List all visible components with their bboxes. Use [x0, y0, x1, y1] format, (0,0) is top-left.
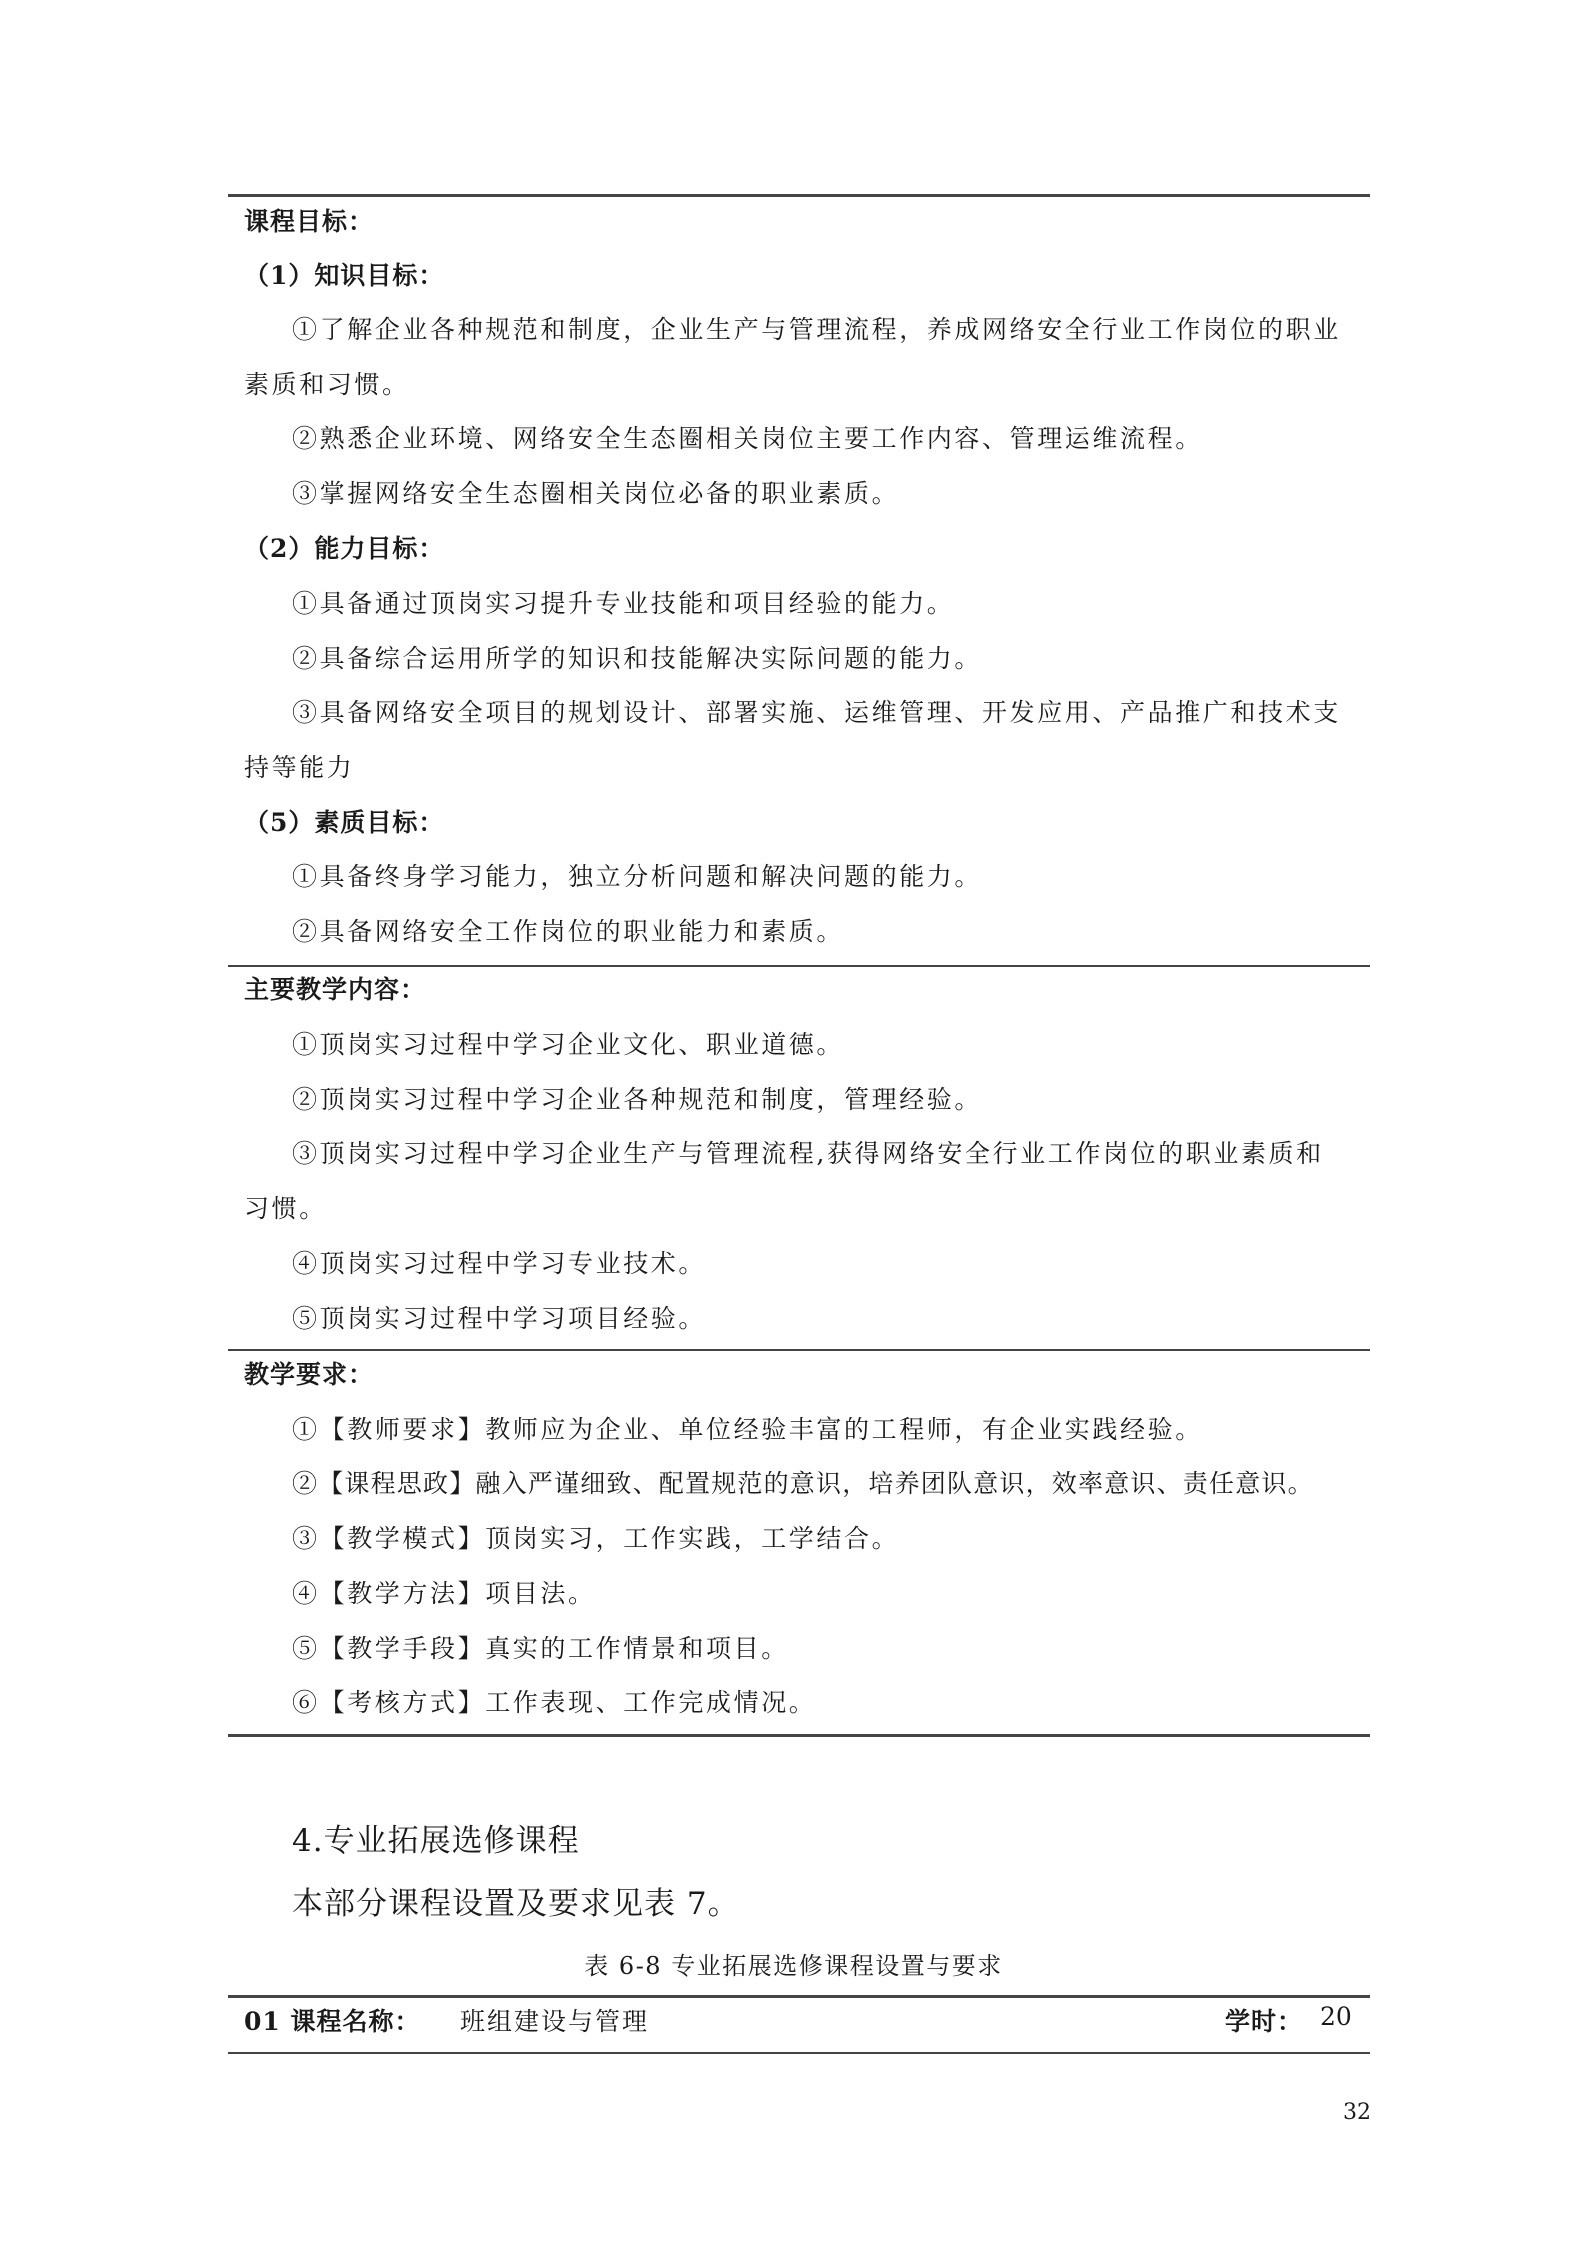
section-heading: 4.专业拓展选修课程: [292, 1823, 580, 1859]
table-top-border: [228, 194, 1370, 197]
goals-title: 课程目标：: [244, 207, 375, 236]
requirement-3: ③【教学模式】顶岗实习，工作实践，工学结合。: [292, 1524, 900, 1553]
quality-goals-title: （5）素质目标：: [244, 808, 445, 837]
table-bottom-border: [228, 1734, 1370, 1737]
requirement-6: ⑥【考核方式】工作表现、工作完成情况。: [292, 1688, 817, 1717]
section-paragraph: 本部分课程设置及要求见表 7。: [292, 1886, 740, 1922]
requirement-1: ①【教师要求】教师应为企业、单位经验丰富的工程师，有企业实践经验。: [292, 1415, 1203, 1444]
ability-goal-3: ③具备网络安全项目的规划设计、部署实施、运维管理、开发应用、产品推广和技术支: [292, 698, 1341, 727]
requirements-title: 教学要求：: [244, 1360, 375, 1389]
course-table-top-border: [228, 1995, 1370, 1998]
ability-goals-title: （2）能力目标：: [244, 534, 445, 563]
row-divider-content: [228, 965, 1370, 967]
row-divider-requirements: [228, 1349, 1370, 1351]
ability-goal-1: ①具备通过顶岗实习提升专业技能和项目经验的能力。: [292, 589, 955, 618]
requirement-4: ④【教学方法】项目法。: [292, 1579, 596, 1608]
knowledge-goal-2: ②熟悉企业环境、网络安全生态圈相关岗位主要工作内容、管理运维流程。: [292, 424, 1203, 453]
course-row-bottom-border: [228, 2052, 1370, 2054]
course-hours-label: 学时：: [1225, 2007, 1304, 2036]
content-item-4: ④顶岗实习过程中学习专业技术。: [292, 1249, 707, 1278]
content-title: 主要教学内容：: [244, 975, 427, 1004]
requirement-5: ⑤【教学手段】真实的工作情景和项目。: [292, 1634, 789, 1663]
page-number: 32: [1343, 2100, 1371, 2125]
knowledge-goal-3: ③掌握网络安全生态圈相关岗位必备的职业素质。: [292, 479, 900, 508]
table-caption: 表 6-8 专业拓展选修课程设置与要求: [584, 1952, 1003, 1980]
content-item-5: ⑤顶岗实习过程中学习项目经验。: [292, 1304, 707, 1333]
knowledge-goals-title: （1）知识目标：: [244, 261, 445, 290]
content-item-3: ③顶岗实习过程中学习企业生产与管理流程,获得网络安全行业工作岗位的职业素质和: [292, 1139, 1324, 1168]
quality-goal-1: ①具备终身学习能力，独立分析问题和解决问题的能力。: [292, 862, 983, 891]
ability-goal-2: ②具备综合运用所学的知识和技能解决实际问题的能力。: [292, 644, 983, 673]
course-name-label: 01 课程名称：: [244, 2007, 421, 2036]
requirement-2: ②【课程思政】融入严谨细致、配置规范的意识，培养团队意识，效率意识、责任意识。: [292, 1469, 1314, 1498]
knowledge-goal-1: ①了解企业各种规范和制度，企业生产与管理流程，养成网络安全行业工作岗位的职业: [292, 315, 1341, 344]
content-item-2: ②顶岗实习过程中学习企业各种规范和制度，管理经验。: [292, 1085, 983, 1114]
course-hours-value: 20: [1320, 2002, 1352, 2031]
course-name-value: 班组建设与管理: [460, 2007, 650, 2036]
content-item-1: ①顶岗实习过程中学习企业文化、职业道德。: [292, 1030, 845, 1059]
content-item-3-cont: 习惯。: [244, 1194, 327, 1223]
knowledge-goal-1-cont: 素质和习惯。: [244, 370, 410, 399]
ability-goal-3-cont: 持等能力: [244, 753, 355, 782]
course-row: [228, 2002, 1370, 2042]
quality-goal-2: ②具备网络安全工作岗位的职业能力和素质。: [292, 917, 845, 946]
